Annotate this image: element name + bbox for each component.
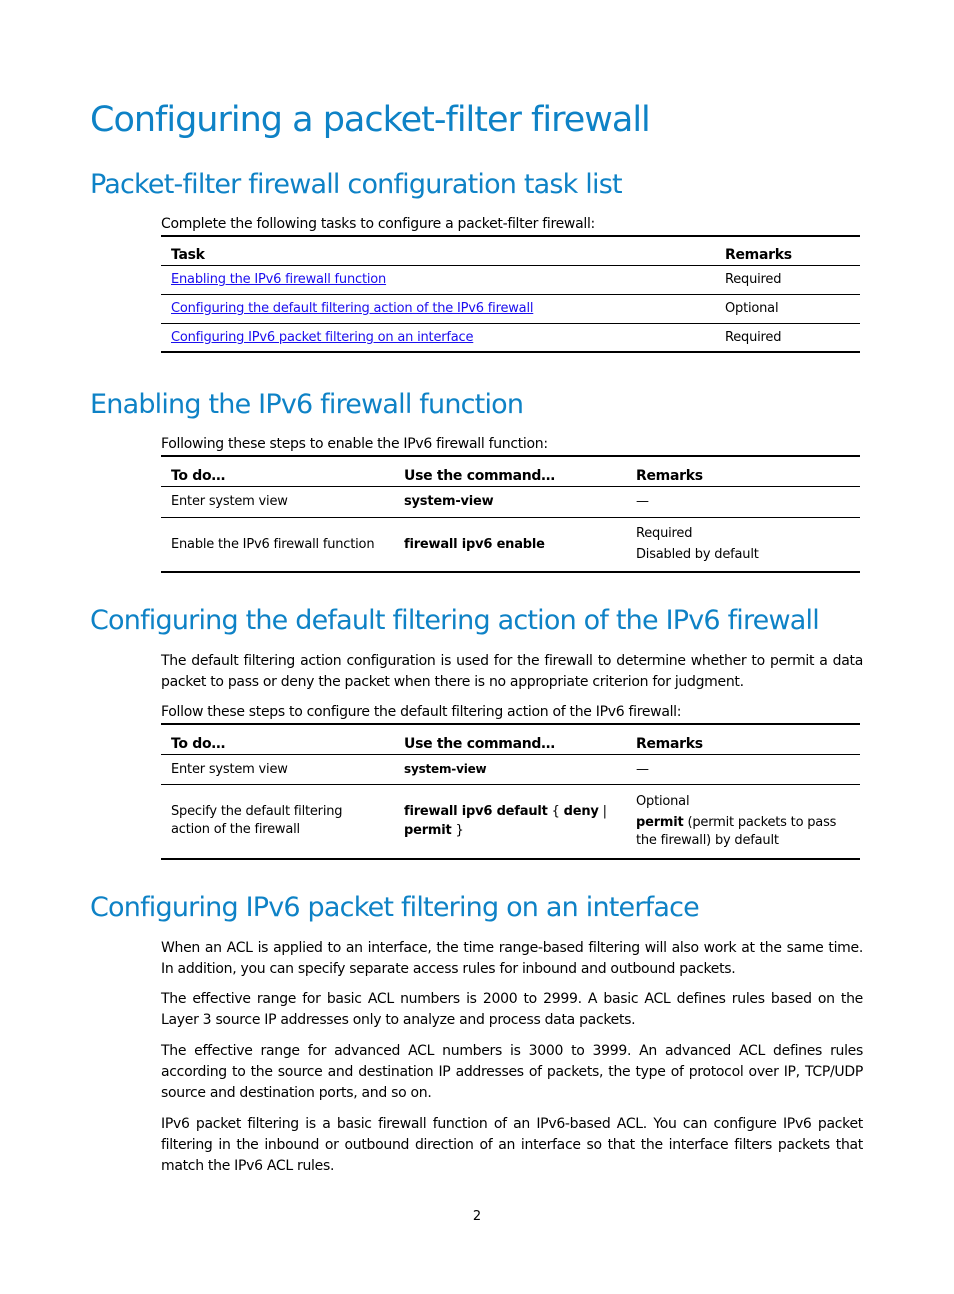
column-header-task: Task [161, 236, 715, 265]
task-list-table [161, 235, 860, 353]
todo-cell: Specify the default filtering action of the firewall [161, 784, 394, 859]
default-action-paragraph: The default filtering action configuration is used for the firewall to determine whether to permit a data packet to pass or deny the packet when there is no appropriate criterion for judgment. [161, 653, 863, 690]
interface-paragraph-2: The effective range for basic ACL numbers is 2000 to 2999. A basic ACL defines rules based on the Layer 3 source IP addresses only to analyze and process data packets. [161, 991, 863, 1028]
default-action-intro: Follow these steps to configure the default filtering action of the IPv6 firewall: [161, 704, 682, 720]
command-cell [394, 784, 626, 859]
command-cell: system-view [404, 494, 494, 509]
column-header-remarks: Remarks [715, 236, 860, 265]
interface-paragraph-1: When an ACL is applied to an interface, the time range-based filtering will also work at the same time. In addition, you can specify separate access rules for inbound and outbound packets. [161, 940, 863, 977]
enable-steps-table [161, 455, 860, 573]
brace-open: { [547, 804, 564, 820]
remarks-cell: — [636, 494, 649, 509]
column-header-todo: To do… [161, 456, 394, 486]
remarks-cell: Required [725, 272, 782, 287]
column-header-command: Use the command… [394, 724, 626, 754]
task-list-intro: Complete the following tasks to configure a packet-filter firewall: [161, 216, 595, 232]
table-row [161, 754, 860, 784]
todo-cell: Enter system view [171, 761, 288, 777]
remarks-text: (permit packets to pass the firewall) by default [636, 814, 837, 848]
remarks-cell: Optional [715, 294, 860, 323]
table-row [161, 265, 860, 294]
command-keyword: firewall ipv6 default [404, 804, 548, 820]
command-keyword-deny: deny [563, 804, 599, 820]
link-default-filtering-action[interactable]: Configuring the default filtering action of the IPv6 firewall [171, 301, 534, 316]
table-row [161, 517, 860, 572]
remarks-cell [626, 784, 860, 859]
remarks-cell [626, 517, 860, 572]
link-enabling-ipv6-firewall[interactable]: Enabling the IPv6 firewall function [171, 272, 387, 287]
section-heading-enable: Enabling the IPv6 firewall function [90, 389, 524, 420]
section-heading-default-action: Configuring the default filtering action of the IPv6 firewall [90, 605, 819, 636]
table-header-row [161, 724, 860, 754]
remarks-line: Optional [636, 793, 690, 809]
page-number: 2 [472, 1209, 482, 1224]
column-header-todo: To do… [161, 724, 394, 754]
chapter-title: Configuring a packet-filter firewall [90, 100, 650, 140]
default-action-steps-table [161, 723, 860, 860]
table-header-row [161, 456, 860, 486]
command-keyword-permit: permit [404, 823, 452, 839]
remarks-line [636, 814, 850, 850]
command-cell: firewall ipv6 enable [394, 517, 626, 572]
table-row [161, 323, 860, 352]
todo-cell: Enable the IPv6 firewall function [161, 517, 394, 572]
link-interface-packet-filtering[interactable]: Configuring IPv6 packet filtering on an interface [171, 329, 474, 345]
remarks-line: Disabled by default [636, 546, 759, 562]
interface-paragraph-4: IPv6 packet filtering is a basic firewall function of an IPv6-based ACL. You can configure IPv6 packet filtering in the inbound or outbound direction of an interface so that the interface filters packets that match the IPv6 ACL rules. [161, 1116, 863, 1174]
remarks-cell: — [636, 761, 649, 777]
column-header-command: Use the command… [394, 456, 626, 486]
remarks-keyword-permit: permit [636, 814, 684, 830]
table-row [161, 294, 860, 323]
pipe-separator: | [598, 804, 607, 820]
section-heading-interface: Configuring IPv6 packet filtering on an interface [90, 892, 699, 923]
brace-close: } [451, 823, 464, 839]
todo-cell: Enter system view [171, 494, 288, 509]
table-row [161, 784, 860, 859]
enable-intro: Following these steps to enable the IPv6 firewall function: [161, 436, 548, 452]
column-header-remarks: Remarks [626, 456, 860, 486]
table-header-row [161, 236, 860, 265]
remarks-cell: Required [715, 323, 860, 352]
command-cell: system-view [404, 762, 487, 776]
column-header-remarks: Remarks [626, 724, 860, 754]
interface-paragraph-3: The effective range for advanced ACL numbers is 3000 to 3999. An advanced ACL defines rules according to the source and destination IP addresses of packets, the type of protocol over IP, TCP/UDP source and destination ports, and so on. [161, 1043, 863, 1101]
remarks-line: Required [636, 525, 693, 541]
table-row [161, 486, 860, 517]
section-heading-task-list: Packet-filter firewall configuration task list [90, 169, 622, 200]
